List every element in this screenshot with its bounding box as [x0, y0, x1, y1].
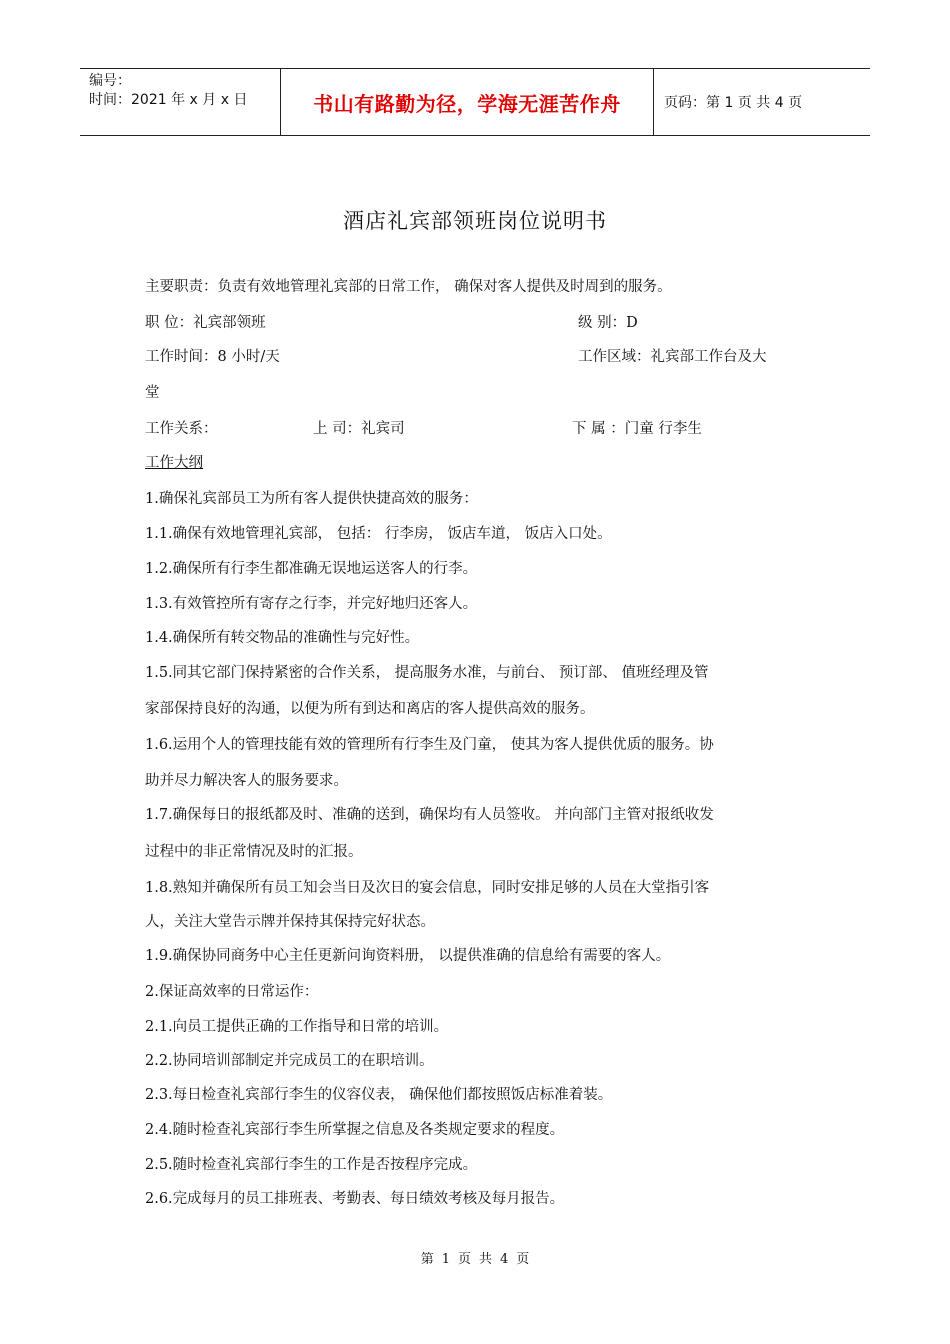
header-motto: 书山有路勤为径，学海无涯苦作舟: [281, 69, 654, 135]
list-item: 1.8.熟知并确保所有员工知会当日及次日的宴会信息，同时安排足够的人员在大堂指引客: [145, 880, 710, 896]
list-item: 人，关注大堂告示牌并保持其保持完好状态。: [145, 914, 435, 930]
list-item: 2.5.随时检查礼宾部行李生的工作是否按程序完成。: [145, 1157, 478, 1173]
list-item: 2.6.完成每月的员工排班表、考勤表、每日绩效考核及每月报告。: [145, 1191, 565, 1207]
subordinate-field: 下 属 ：门童 行李生: [572, 421, 702, 437]
list-item: 1.确保礼宾部员工为所有客人提供快捷高效的服务：: [145, 491, 478, 507]
footer-page-number: 1: [441, 1252, 450, 1267]
list-item: 助并尽力解决客人的服务要求。: [145, 773, 348, 789]
document-number: 编号：: [89, 73, 131, 89]
header-page-number: 页码：第 1 页 共 4 页: [664, 95, 803, 111]
level-field: 级 别：D: [578, 315, 638, 331]
document-date: 时间：2021 年 x 月 x 日: [89, 92, 248, 108]
list-item: 1.1.确保有效地管理礼宾部， 包括： 行李房， 饭店车道， 饭店入口处。: [145, 526, 612, 542]
footer-total-pages: 4: [500, 1252, 509, 1267]
list-item: 1.7.确保每日的报纸都及时、准确的送到，确保均有人员签收。 并向部门主管对报纸收发: [145, 807, 714, 823]
area-field: 工作区域：礼宾部工作台及大: [578, 349, 767, 365]
superior-field: 上 司：礼宾司: [313, 421, 405, 437]
list-item: 1.3.有效管控所有寄存之行李，并完好地归还客人。: [145, 596, 478, 612]
footer-page-word: 页: [457, 1252, 471, 1267]
header-table: [80, 68, 870, 136]
footer-prefix: 第: [420, 1252, 434, 1267]
page-footer: [0, 1248, 950, 1267]
header-page-cell: [654, 69, 870, 135]
list-item: 过程中的非正常情况及时的汇报。: [145, 844, 363, 860]
list-item: 1.4.确保所有转交物品的准确性与完好性。: [145, 630, 420, 646]
list-item: 2.3.每日检查礼宾部行李生的仪容仪表， 确保他们都按照饭店标准着装。: [145, 1087, 613, 1103]
list-item: 家部保持良好的沟通，以便为所有到达和离店的客人提供高效的服务。: [145, 701, 595, 717]
list-item: 1.5.同其它部门保持紧密的合作关系， 提高服务水准，与前台、 预订部、 值班经理及管: [145, 665, 709, 681]
outline-heading: 工作大纲: [145, 455, 203, 471]
area-field-continued: 堂: [145, 385, 160, 401]
list-item: 2.4.随时检查礼宾部行李生所掌握之信息及各类规定要求的程度。: [145, 1122, 565, 1138]
hours-field: 工作时间：8 小时/天: [145, 349, 280, 365]
position-field: 职 位：礼宾部领班: [145, 315, 266, 331]
list-item: 2.1.向员工提供正确的工作指导和日常的培训。: [145, 1019, 449, 1035]
list-item: 2.保证高效率的日常运作：: [145, 984, 319, 1000]
relation-label: 工作关系：: [145, 421, 218, 437]
footer-total-word: 页: [516, 1252, 530, 1267]
list-item: 1.9.确保协同商务中心主任更新问询资料册， 以提供准确的信息给有需要的客人。: [145, 948, 671, 964]
main-duty: 主要职责：负责有效地管理礼宾部的日常工作， 确保对客人提供及时周到的服务。: [145, 279, 672, 295]
footer-total-prefix: 共: [479, 1252, 493, 1267]
list-item: 2.2.协同培训部制定并完成员工的在职培训。: [145, 1053, 434, 1069]
header-info-cell: [80, 69, 281, 135]
list-item: 1.6.运用个人的管理技能有效的管理所有行李生及门童， 使其为客人提供优质的服务。协: [145, 737, 714, 753]
list-item: 1.2.确保所有行李生都准确无误地运送客人的行李。: [145, 561, 478, 577]
page-title: 酒店礼宾部领班岗位说明书: [343, 209, 607, 233]
